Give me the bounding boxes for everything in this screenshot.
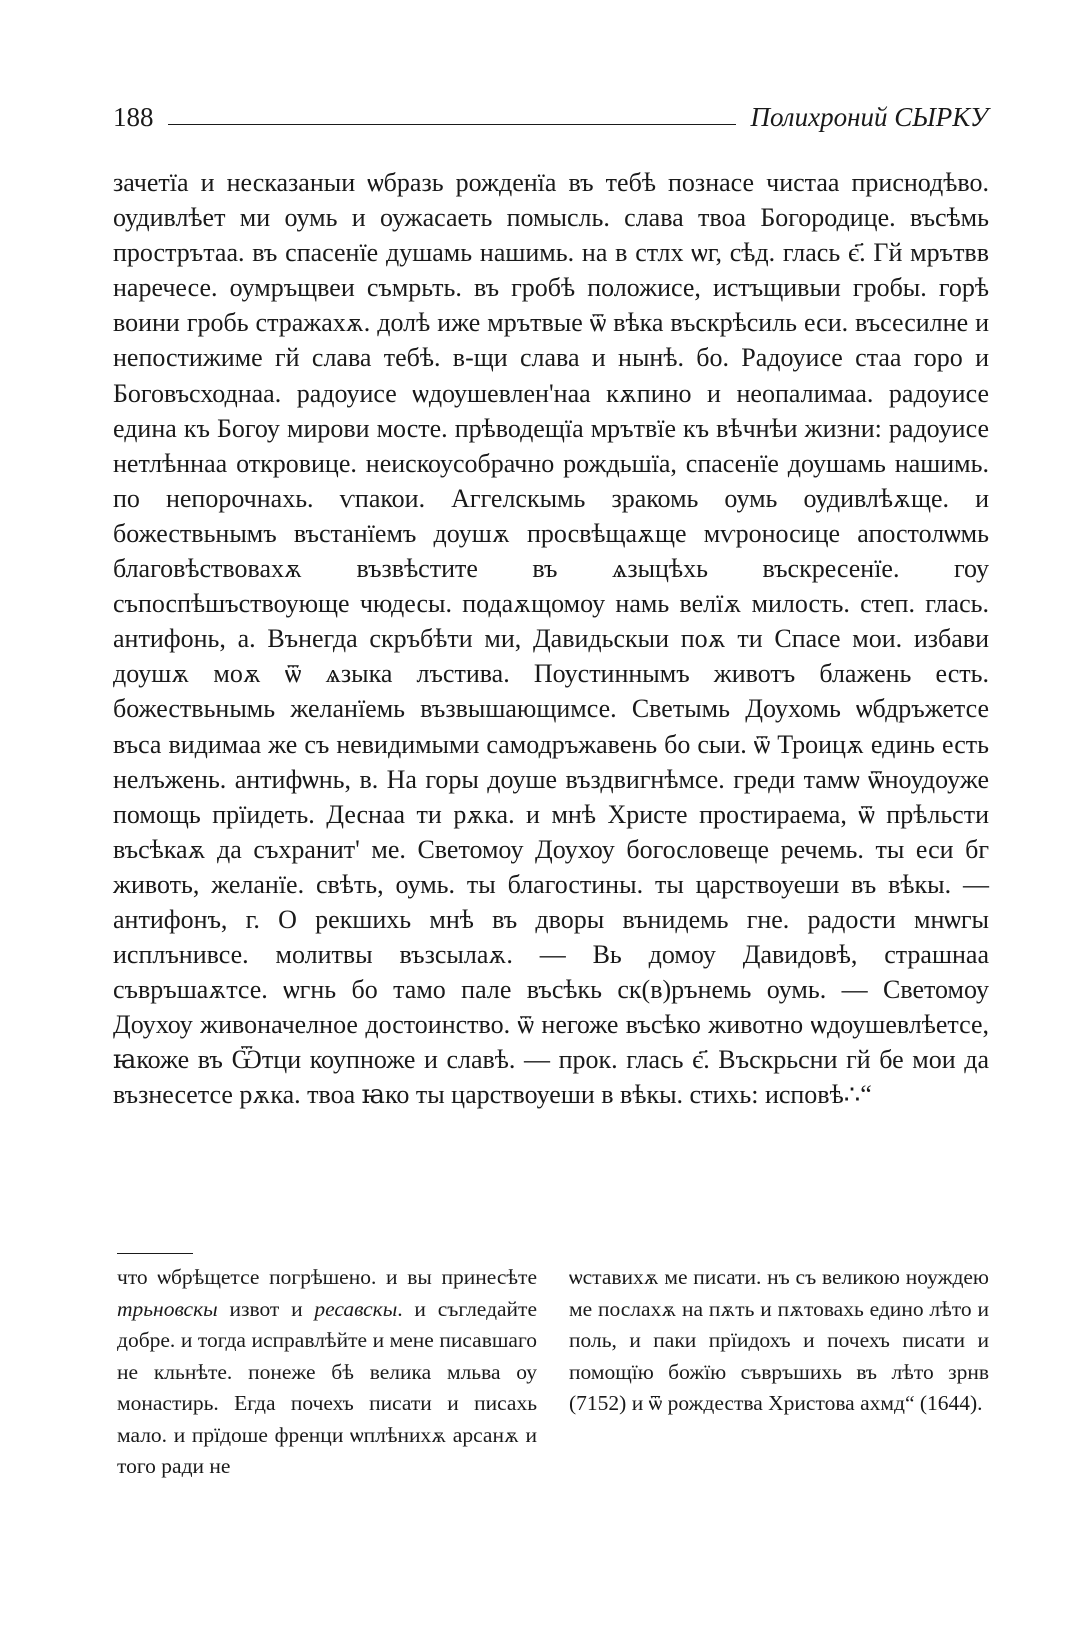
footnote-column-right: [569, 1262, 989, 1483]
footnote-left-part-3: . и съгледайте добре. и тогда исправлѣйте и мене писавшаго не кльнѣте. понеже бѣ велика мльва оу монастирь. Егда почехъ писати и писахь мало. и прїдоше френци ѡплѣнихѫ арсанѫ и того ради не: [117, 1296, 537, 1478]
footnote-rule: [117, 1253, 193, 1254]
main-paragraph: зачетїа и несказаныи ѡбразь рожденїа въ тебѣ познасе чистаа приснодѣво. оудивлѣет ми оумь и оужасаеть помысль. слава твоа Богородице. въсѣмь прострътаа. въ спасенїе душамь нашимь. на в стлх ѡг, сѣд. глась є҃. Гй мрътвв наречесе. оумръщвеи съмрьть. въ гробѣ положисе, истъщивыи гробы. горѣ воини гробь стражахѫ. долѣ иже мрътвые ѿ вѣка въскрѣсиль еси. въсесилне и непостижиме гй слава тебѣ. в-щи слава и нынѣ. бо. Радоуисе стаа горо и Боговъсходнаа. радоуисе ѡдоушевлен'наа кѫпино и неопалимаа. радоуисе едина къ Богоу мирови мосте. прѣводещїа мрътвїе къ вѣчнѣи жизни: радоуисе нетлѣннаа откровице. неискоусобрачно рождьшїа, спасенїе доушамь нашимь. по непорочнахь. ѵпакои. Аггелскымь зракомь оумь оудивлѣѫще. и божествьнымъ въстанїемъ доушѫ просвѣщаѫще мѵроносице апостолѡмь благовѣствовахѫ възвѣстите въ ѧзыцѣхь въскресенїе. гоу съпоспѣшъствоующе чюдесы. подаѫщомоу намь велїѫ милость. степ. глась. антифонь, а. Вънегда скръбѣти ми, Давидьскыи поѫ ти Спасе мои. избави доушѫ моѫ ѿ ѧзыка лъстива. Поустиннымъ животъ блажень есть. божествьнымь желанїемь възвышающимсе. Светымь Доухомь ѡбдръжетсе въса видимаа же съ невидимыми самодръжавень бо сыи. ѿ Троицѫ единь есть нелъжень. антифѡнь, в. На горы доуше въздвигнѣмсе. греди тамѡ ѿноудоуже помощь прїидеть. Деснаа ти рѫка. и мнѣ Христе простираема, ѿ прѣльсти въсѣкаѫ да съхранит' ме. Светомоу Доухоу богословеще речемь. ты еси бг животь, желанїе. свѣть, оумь. ты благостины. ты царствоуеши въ вѣкы. — антифонъ, г. О рекшихь мнѣ въ дворы вънидемь гне. радости мнѡгы исплънивсе. молитвы възсылаѫ. — Вь домоу Давидовѣ, страшнаа съвръшаѫтсе. ѡгнь бо тамо пале въсѣкь ск(в)рънемь оумь. — Светомоу Доухоу живоначелное достоинство. ѿ негоже въсѣко животно ѡдоушевлѣетсе, ꙗкоже въ Ѿтци коупноже и славѣ. — прок. глась є҃. Въскрьсни гй бе мои да възнесетсе рѫка. твоа ꙗко ты царствоуеши в вѣкы. стихь: исповѣ∴“: [113, 168, 989, 1110]
footnote-left-text: [117, 1262, 537, 1483]
footnote-left-italic-1: трьновскы: [117, 1296, 218, 1321]
footnote-left-part-2: извот и: [217, 1296, 315, 1321]
footnotes: [117, 1262, 989, 1483]
header-rule: [168, 124, 737, 125]
footnote-left-italic-2: ресавскы: [314, 1296, 398, 1321]
footnote-right-text: ѡставихѫ ме писати. нъ съ великою ноуждею ме послахѫ на пѫть и пѫтовахь едино лѣто и поль, и паки прїидохъ и почехъ писати и помощїю божїю съвръшихь въ лѣто зрнв (7152) и ѿ рождества Христова ахмд“ (1644).: [569, 1265, 989, 1415]
footnote-column-left: [117, 1262, 537, 1483]
running-head: Полихроний СЫРКУ: [750, 102, 988, 132]
footnote-left-part-1: что ѡбрѣщетсе погрѣшено. и вы принесѣте: [117, 1265, 537, 1289]
page-number: 188: [113, 102, 154, 132]
main-text-block: [113, 165, 989, 1113]
page-header: [113, 97, 988, 131]
